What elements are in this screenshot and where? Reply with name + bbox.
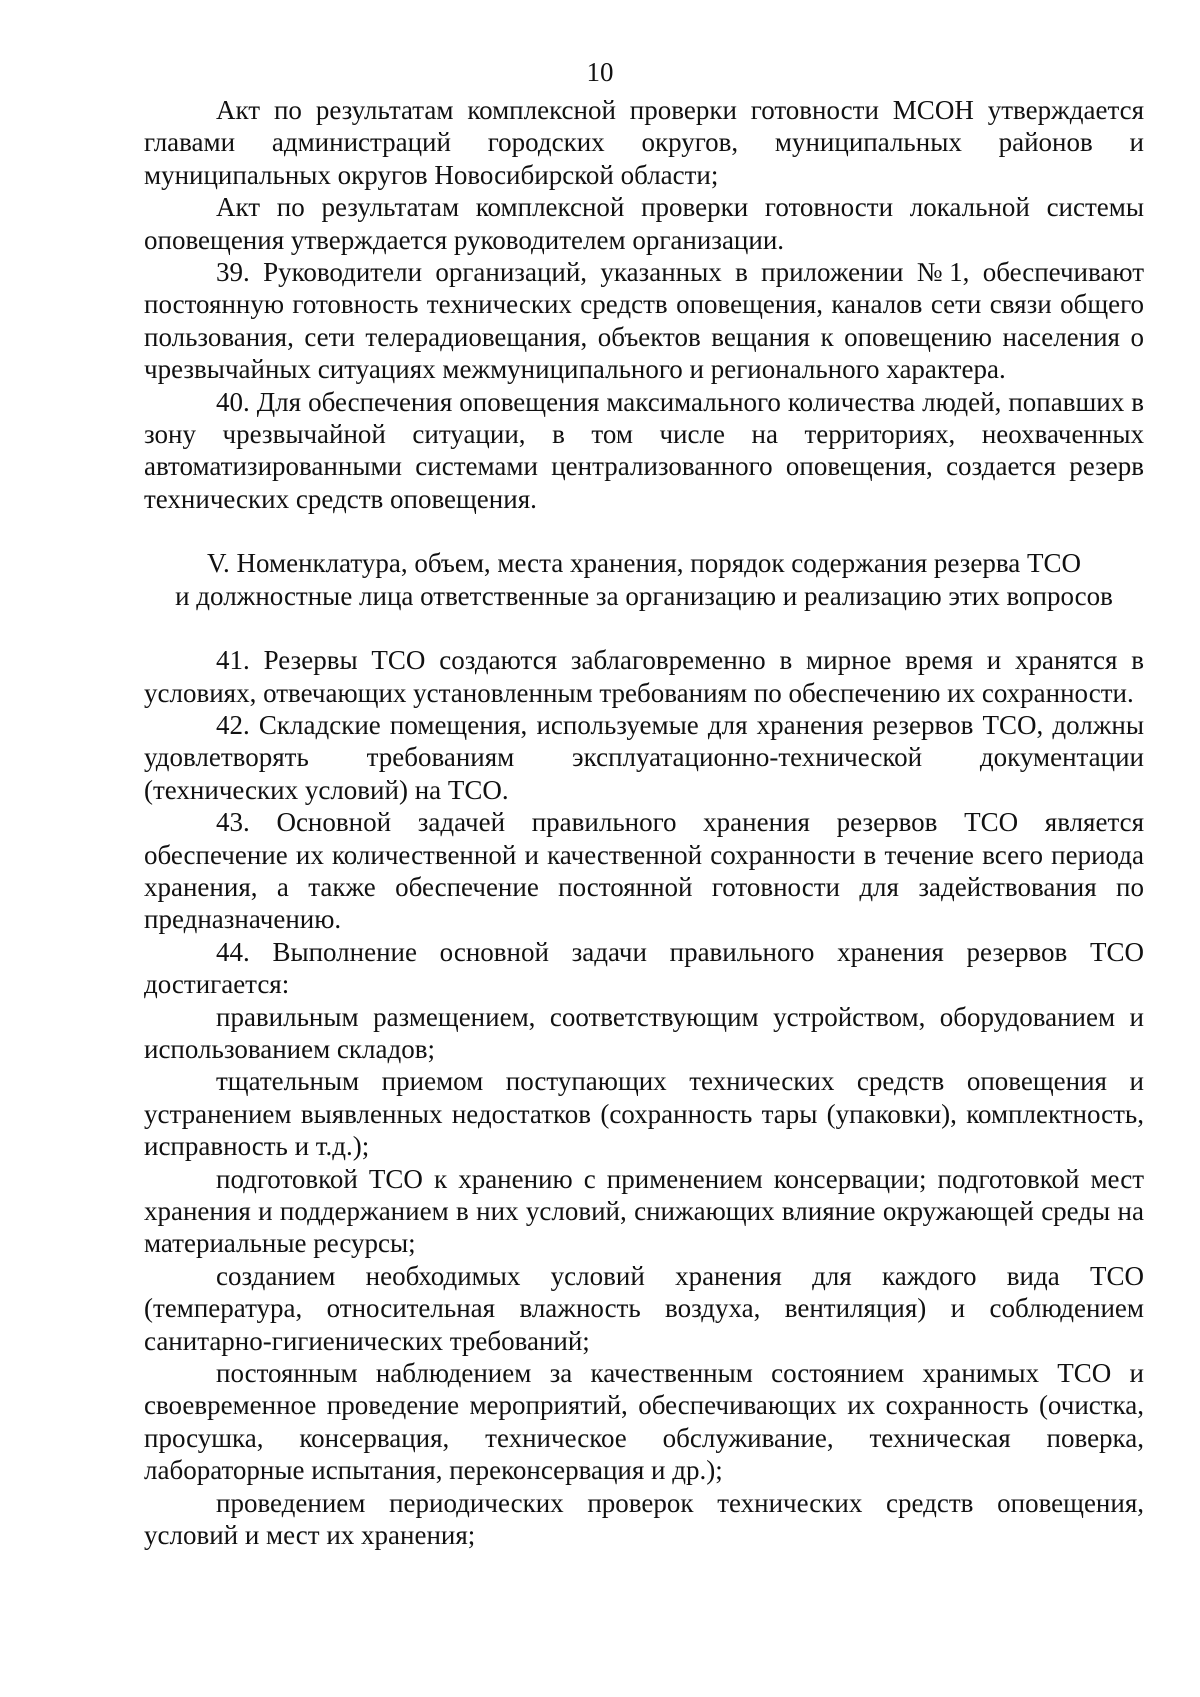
spacer xyxy=(144,612,1144,644)
section-heading xyxy=(144,547,1144,612)
paragraph-39: 39. Руководители организаций, указанных в приложении №1, обеспечивают постоянную готовность технических средств оповещения, каналов сети связи общего пользования, сети телерадиовещания, объектов вещания к оповещению населения о чрезвычайных ситуациях межмуниципального и регионального характера. xyxy=(144,257,1144,385)
paragraph-40: 40. Для обеспечения оповещения максимального количества людей, попавших в зону чрезвычайной ситуации, в том числе на территориях, неохваченных автоматизированными системами централизованного оповещения, создается резерв технических средств оповещения. xyxy=(144,386,1144,514)
paragraph-43: 43. Основной задачей правильного хранения резервов ТСО является обеспечение их количественной и качественной сохранности в течение всего периода хранения, а также обеспечение постоянной готовности для задействования по предназначению. xyxy=(144,807,1144,935)
list-item-inspections: проведением периодических проверок технических средств оповещения, условий и мест их хранения; xyxy=(144,1487,1144,1551)
list-item-acceptance: тщательным приемом поступающих технических средств оповещения и устранением выявленных недостатков (сохранность тары (упаковки), комплектность, исправность и т.д.); xyxy=(144,1066,1144,1162)
document-body xyxy=(144,94,1144,1551)
list-item-placement: правильным размещением, соответствующим устройством, оборудованием и использованием складов; xyxy=(144,1001,1144,1064)
list-item-conditions: созданием необходимых условий хранения для каждого вида ТСО (температура, относительная влажность воздуха, вентиляция) и соблюдением санитарно-гигиенических требований; xyxy=(144,1260,1144,1356)
paragraph-44: 44. Выполнение основной задачи правильного хранения резервов ТСО достигается: xyxy=(144,936,1144,1000)
section-heading-line-1: V. Номенклатура, объем, места хранения, порядок содержания резерва ТСО xyxy=(207,548,1081,579)
page-number: 10 xyxy=(586,57,614,87)
list-item-preparation: подготовкой ТСО к хранению с применением консервации; подготовкой мест хранения и поддержанием в них условий, снижающих влияние окружающей среды на материальные ресурсы; xyxy=(144,1163,1144,1259)
spacer xyxy=(144,515,1144,547)
paragraph-act-local-system: Акт по результатам комплексной проверки готовности локальной системы оповещения утверждается руководителем организации. xyxy=(144,192,1144,255)
paragraph-42: 42. Складские помещения, используемые для хранения резервов ТСО, должны удовлетворять требованиям эксплуатационно-технической документации (технических условий) на ТСО. xyxy=(144,709,1144,805)
list-item-monitoring: постоянным наблюдением за качественным состоянием хранимых ТСО и своевременное проведение мероприятий, обеспечивающих их сохранность (очистка, просушка, консервация, техническое обслуживание, техническая поверка, лабораторные испытания, переконсервация и др.); xyxy=(144,1358,1144,1486)
paragraph-41: 41. Резервы ТСО создаются заблаговременно в мирное время и хранятся в условиях, отвечающих установленным требованиям по обеспечению их сохранности. xyxy=(144,645,1144,708)
paragraph-act-mson: Акт по результатам комплексной проверки готовности МСОН утверждается главами администраций городских округов, муниципальных районов и муниципальных округов Новосибирской области; xyxy=(144,95,1144,190)
section-heading-line-2: и должностные лица ответственные за организацию и реализацию этих вопросов xyxy=(175,580,1113,611)
